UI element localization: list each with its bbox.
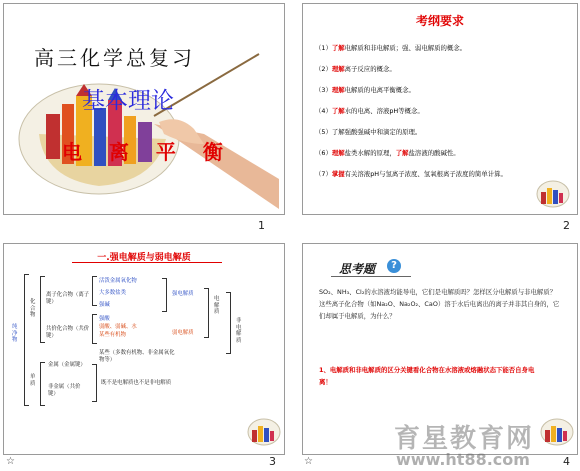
nonelectrolyte-label: 非电解质 [236, 318, 242, 344]
slide2-heading: 考纲要求 [415, 14, 464, 28]
nonmetal-label: 非金属（共价键） [48, 384, 81, 397]
weak-electrolyte-label: 弱电解质 [172, 330, 194, 336]
electrolyte-bracket [204, 288, 209, 338]
root-label: 纯净物 [12, 324, 18, 343]
slide-transition-star-icon[interactable]: ☆ [304, 456, 313, 467]
page-number-2: 2 [563, 219, 570, 232]
slide3-heading: 一.强电解质与弱电解质 [97, 253, 191, 263]
electrolyte-outer-bracket [226, 292, 231, 354]
strong-bracket [162, 278, 167, 312]
slide4-heading: 思考题 [339, 262, 376, 276]
slide-transition-star-icon[interactable]: ☆ [6, 456, 15, 467]
syllabus-item: （1）了解电解质和非电解质；强、弱电解质的概念。 [315, 44, 467, 52]
page-number-1: 1 [258, 219, 265, 232]
electrolyte-label: 电解质 [214, 296, 220, 315]
class-salts: 大多数盐类 [99, 290, 126, 296]
covalent-label: 共价化合物（共价键） [46, 326, 90, 339]
slide-thumbnail-2[interactable] [302, 3, 578, 215]
class-strong-acid: 强酸 [99, 316, 110, 322]
syllabus-item: （5）了解强酸强碱中和滴定的原理。 [315, 128, 422, 136]
answer-paragraph: 1、电解质和非电解质的区分关键看化合物在水溶液或熔融状态下能否自身电离！ [319, 366, 535, 386]
class-nonelectrolyte-group: 某些（多数有机物、非金属氧化物等） [99, 350, 175, 363]
slide1-title: 高三化学总复习 [34, 46, 195, 70]
ionic-label: 离子化合物（离子键） [46, 292, 90, 305]
vase-icon [537, 410, 577, 448]
root-bracket [24, 274, 29, 406]
metal-label: 金属（金属键） [48, 362, 86, 368]
class-metal-oxide: 活泼金属氧化物 [99, 278, 137, 284]
compound-bracket [40, 276, 45, 343]
class-strong-base: 强碱 [99, 302, 110, 308]
covalent-bracket [92, 314, 97, 344]
neither-label: 既不是电解质也不是非电解质 [101, 380, 172, 386]
vase-icon [533, 172, 573, 210]
watermark-url: www.ht88.com [396, 450, 530, 469]
single-bracket [92, 364, 97, 402]
simple-label: 单质 [30, 374, 36, 387]
page-number-3: 3 [269, 455, 276, 468]
help-icon: ? [387, 259, 401, 273]
slide1-subtitle: 基本理论 [82, 88, 174, 114]
simple-bracket [40, 362, 45, 406]
syllabus-item: （4）了解水的电离、溶液pH等概念。 [315, 107, 424, 115]
ionic-bracket [92, 276, 97, 306]
slide-thumbnail-1[interactable] [3, 3, 285, 215]
slide1-topic: 电 离 平 衡 [62, 140, 233, 164]
syllabus-item: （3）理解电解质的电离平衡概念。 [315, 86, 415, 94]
watermark-text: 育星教育网 [394, 424, 535, 454]
class-weak: 弱酸、弱碱、水 [99, 324, 137, 330]
page-number-4: 4 [563, 455, 570, 468]
syllabus-item: （6）理解盐类水解的原理，了解盐溶液的酸碱性。 [315, 149, 460, 157]
question-paragraph: SO₂、NH₃、Cl₂的水溶液均能导电，它们是电解质吗？怎样区分电解质与非电解质？这些离子化合物（如Na₂O、Na₂O₂、CaO）溶于水后电离出的离子并非其自身的，它们却属于电解质，为什么？ [319, 288, 560, 320]
slide-thumbnail-3[interactable] [3, 243, 285, 455]
compound-label: 化合物 [30, 299, 36, 318]
class-organic: 某些有机物 [99, 332, 126, 338]
vase-icon [244, 410, 284, 448]
syllabus-item: （2）理解离子反应的概念。 [315, 65, 396, 73]
strong-electrolyte-label: 强电解质 [172, 291, 194, 297]
syllabus-item: （7）掌握有关溶液pH与氢离子浓度、氢氧根离子浓度的简单计算。 [315, 170, 507, 178]
